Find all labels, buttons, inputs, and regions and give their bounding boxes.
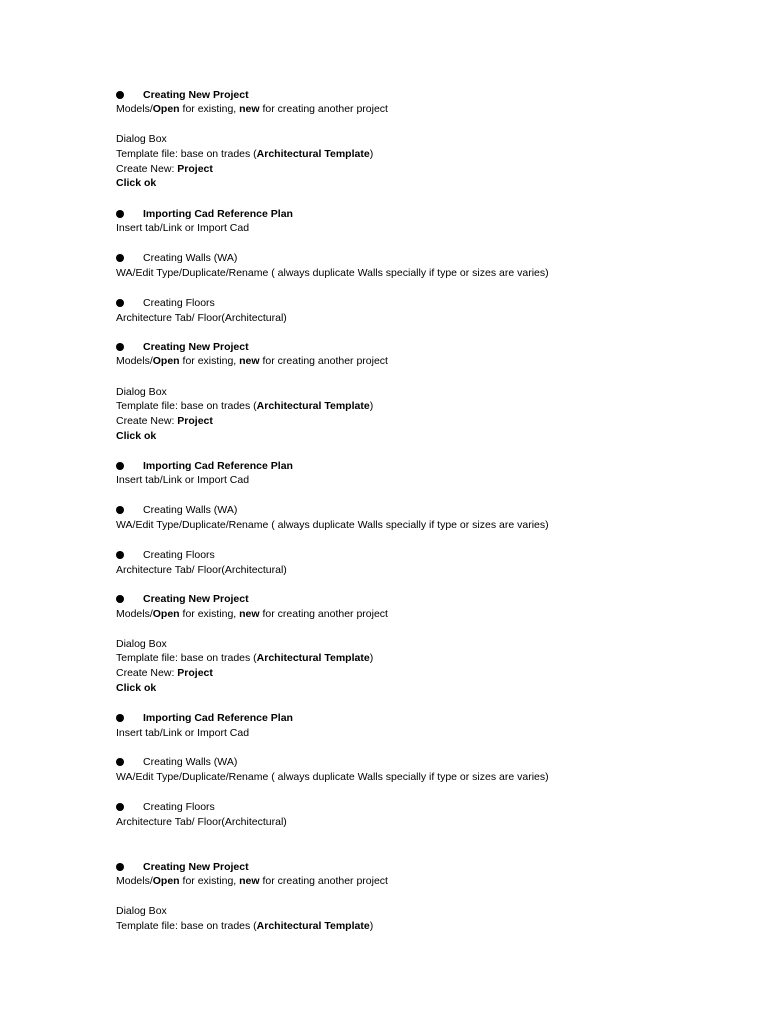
click-ok-line: Click ok	[116, 177, 157, 189]
models-line	[116, 608, 388, 621]
walls-line: WA/Edit Type/Duplicate/Rename ( always duplicate Walls specially if type or sizes are varies)	[116, 267, 549, 279]
text-run-bold: Project	[177, 667, 213, 679]
text-run: for creating another project	[259, 875, 388, 887]
bullet-label: Creating Walls (WA)	[143, 252, 238, 264]
bullet-dot-icon	[116, 299, 124, 307]
walls-line: WA/Edit Type/Duplicate/Rename ( always duplicate Walls specially if type or sizes are varies)	[116, 771, 549, 783]
bullet-label: Creating Walls (WA)	[143, 756, 238, 768]
floors-line: Architecture Tab/ Floor(Architectural)	[116, 312, 287, 324]
text-run: )	[369, 148, 374, 160]
text-run: Template file: base on trades (	[116, 652, 257, 664]
bullet-label: Creating Floors	[143, 549, 215, 561]
dialog-box-line: Dialog Box	[116, 386, 167, 398]
bullet-label: Creating New Project	[143, 89, 249, 101]
bullet-dot-icon	[116, 343, 124, 351]
text-run: Create New:	[116, 163, 178, 175]
text-run: Template file: base on trades (	[116, 920, 257, 932]
insert-line: Insert tab/Link or Import Cad	[116, 727, 250, 739]
bullet-dot-icon	[116, 595, 124, 603]
text-run-bold: new	[239, 355, 260, 367]
text-run: Models/	[116, 355, 153, 367]
text-run: Models/	[116, 608, 153, 620]
models-line	[116, 103, 388, 116]
click-ok-line: Click ok	[116, 430, 157, 442]
bullet-label: Creating Floors	[143, 297, 215, 309]
text-run: for existing,	[179, 355, 240, 367]
bullet-dot-icon	[116, 91, 124, 99]
template-line	[116, 652, 373, 665]
dialog-box-line: Dialog Box	[116, 905, 167, 917]
text-run-bold: new	[239, 103, 260, 115]
text-run: for existing,	[179, 875, 240, 887]
text-run: for creating another project	[259, 608, 388, 620]
bullet-label: Importing Cad Reference Plan	[143, 460, 293, 472]
bullet-dot-icon	[116, 803, 124, 811]
bullet-dot-icon	[116, 254, 124, 262]
text-run-bold: Architectural Template	[256, 652, 370, 664]
bullet-label: Creating Walls (WA)	[143, 504, 238, 516]
create-new-line	[116, 415, 213, 428]
models-line	[116, 355, 388, 368]
bullet-dot-icon	[116, 714, 124, 722]
create-new-line	[116, 163, 213, 176]
floors-line: Architecture Tab/ Floor(Architectural)	[116, 564, 287, 576]
text-run-bold: Project	[177, 163, 213, 175]
click-ok-line: Click ok	[116, 682, 157, 694]
text-run: Create New:	[116, 415, 178, 427]
bullet-label: Creating Floors	[143, 801, 215, 813]
text-run-bold: Architectural Template	[256, 148, 370, 160]
bullet-dot-icon	[116, 551, 124, 559]
create-new-line	[116, 667, 213, 680]
text-run-bold: new	[239, 875, 260, 887]
template-line	[116, 148, 373, 161]
template-line	[116, 400, 373, 413]
text-run: for creating another project	[259, 355, 388, 367]
walls-line: WA/Edit Type/Duplicate/Rename ( always duplicate Walls specially if type or sizes are varies)	[116, 519, 549, 531]
text-run: Template file: base on trades (	[116, 400, 257, 412]
bullet-label: Importing Cad Reference Plan	[143, 712, 293, 724]
text-run: for creating another project	[259, 103, 388, 115]
floors-line: Architecture Tab/ Floor(Architectural)	[116, 816, 287, 828]
text-run: Template file: base on trades (	[116, 148, 257, 160]
models-line	[116, 875, 388, 888]
bullet-label: Importing Cad Reference Plan	[143, 208, 293, 220]
bullet-dot-icon	[116, 462, 124, 470]
text-run: )	[369, 920, 374, 932]
bullet-dot-icon	[116, 863, 124, 871]
bullet-label: Creating New Project	[143, 593, 249, 605]
text-run-bold: Open	[152, 608, 180, 620]
text-run: )	[369, 400, 374, 412]
text-run-bold: Architectural Template	[256, 400, 370, 412]
bullet-dot-icon	[116, 210, 124, 218]
text-run: Models/	[116, 875, 153, 887]
text-run-bold: new	[239, 608, 260, 620]
text-run: Create New:	[116, 667, 178, 679]
text-run: for existing,	[179, 103, 240, 115]
text-run-bold: Open	[152, 875, 180, 887]
insert-line: Insert tab/Link or Import Cad	[116, 474, 250, 486]
text-run: )	[369, 652, 374, 664]
text-run-bold: Open	[152, 103, 180, 115]
bullet-dot-icon	[116, 506, 124, 514]
bullet-dot-icon	[116, 758, 124, 766]
dialog-box-line: Dialog Box	[116, 638, 167, 650]
text-run-bold: Project	[177, 415, 213, 427]
bullet-label: Creating New Project	[143, 861, 249, 873]
bullet-label: Creating New Project	[143, 341, 249, 353]
template-line	[116, 920, 373, 933]
text-run-bold: Open	[152, 355, 180, 367]
text-run-bold: Architectural Template	[256, 920, 370, 932]
dialog-box-line: Dialog Box	[116, 133, 167, 145]
text-run: for existing,	[179, 608, 240, 620]
text-run: Models/	[116, 103, 153, 115]
insert-line: Insert tab/Link or Import Cad	[116, 222, 250, 234]
